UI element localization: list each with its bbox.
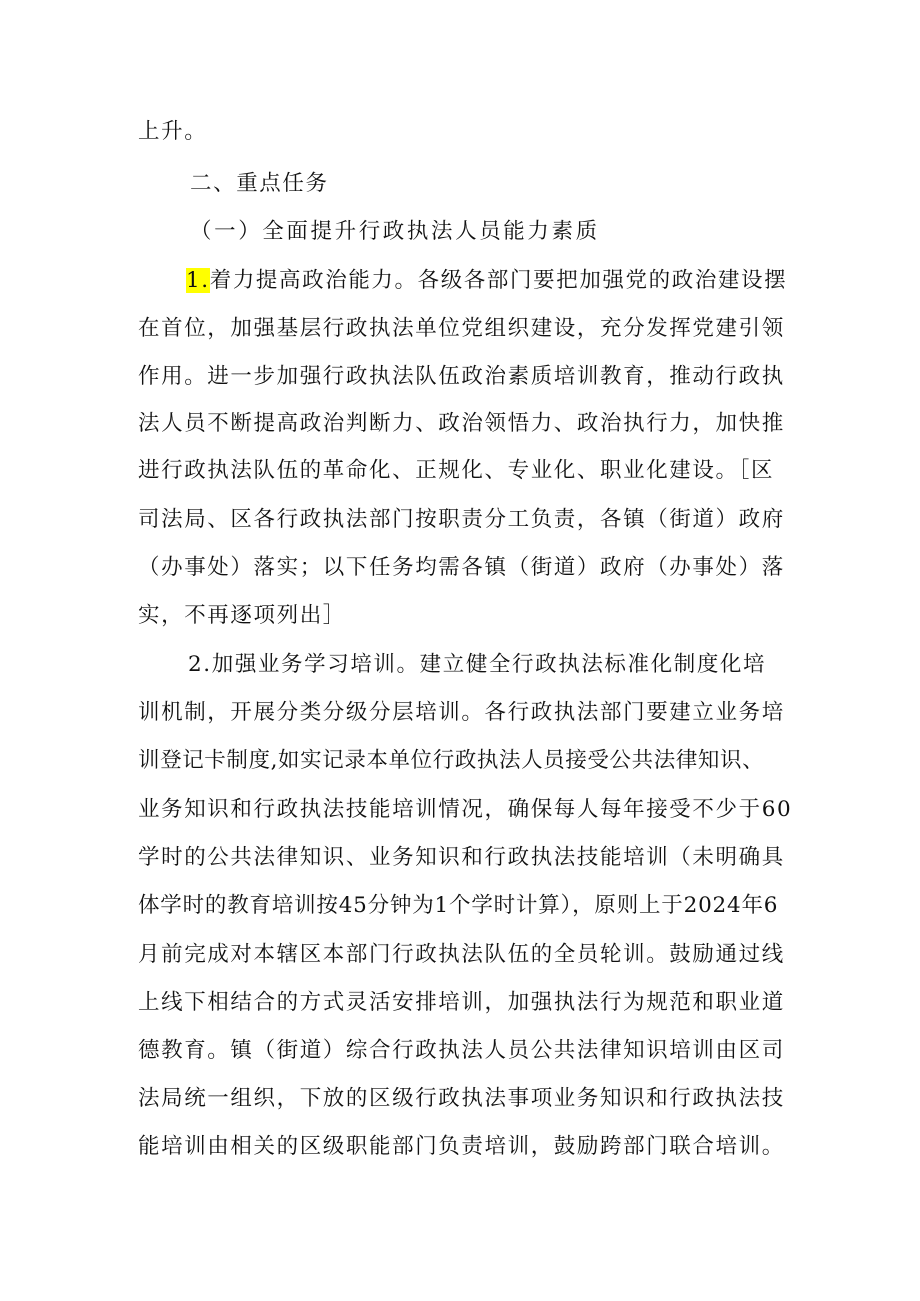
item2-line-2: 训登记卡制度,如实记录本单位行政执法人员接受公共法律知识、 <box>138 748 765 773</box>
item2-line-0: 2.加强业务学习培训。建立健全行政执法标准化制度化培 <box>188 652 767 677</box>
item1-line-4: 进行政执法队伍的革命化、正规化、专业化、职业化建设。［区 <box>138 458 775 483</box>
item1-line-3: 法人员不断提高政治判断力、政治领悟力、政治执行力，加快推 <box>138 411 785 436</box>
item2-line-6: 月前完成对本辖区本部门行政执法队伍的全员轮训。鼓励通过线 <box>138 942 785 967</box>
item2-line-5: 体学时的教育培训按45分钟为1个学时计算），原则上于2024年6 <box>138 893 779 918</box>
item2-line-8: 德教育。镇（街道）综合行政执法人员公共法律知识培训由区司 <box>138 1038 785 1063</box>
item1-line-1: 在首位，加强基层行政执法单位党组织建设，充分发挥党建引领 <box>138 316 785 341</box>
subsection-heading: （一）全面提升行政执法人员能力素质 <box>190 219 600 244</box>
item2-line-4: 学时的公共法律知识、业务知识和行政执法技能培训（未明确具 <box>138 845 785 870</box>
item1-text: 着力提高政治能力。各级各部门要把加强党的政治建设摆 <box>209 268 788 293</box>
item2-line-10: 能培训由相关的区级职能部门负责培训，鼓励跨部门联合培训。 <box>138 1134 785 1159</box>
opening-line: 上升。 <box>138 119 208 144</box>
item1-line-6: （办事处）落实；以下任务均需各镇（街道）政府（办事处）落 <box>138 555 785 580</box>
item1-line-5: 司法局、区各行政执法部门按职责分工负责，各镇（街道）政府 <box>138 507 785 532</box>
item2-line-3: 业务知识和行政执法技能培训情况，确保每人每年接受不少于60 <box>138 797 793 822</box>
item1-number: 1. <box>186 268 210 293</box>
item1-line-7: 实，不再逐项列出］ <box>138 603 346 628</box>
item1-line-0 <box>186 266 787 296</box>
item2-line-7: 上线下相结合的方式灵活安排培训，加强执法行为规范和职业道 <box>138 990 785 1015</box>
item2-line-1: 训机制，开展分类分级分层培训。各行政执法部门要建立业务培 <box>138 700 785 725</box>
item2-line-9: 法局统一组织，下放的区级行政执法事项业务知识和行政执法技 <box>138 1086 785 1111</box>
item1-line-2: 作用。进一步加强行政执法队伍政治素质培训教育，推动行政执 <box>138 364 785 389</box>
section-heading: 二、重点任务 <box>190 171 329 196</box>
